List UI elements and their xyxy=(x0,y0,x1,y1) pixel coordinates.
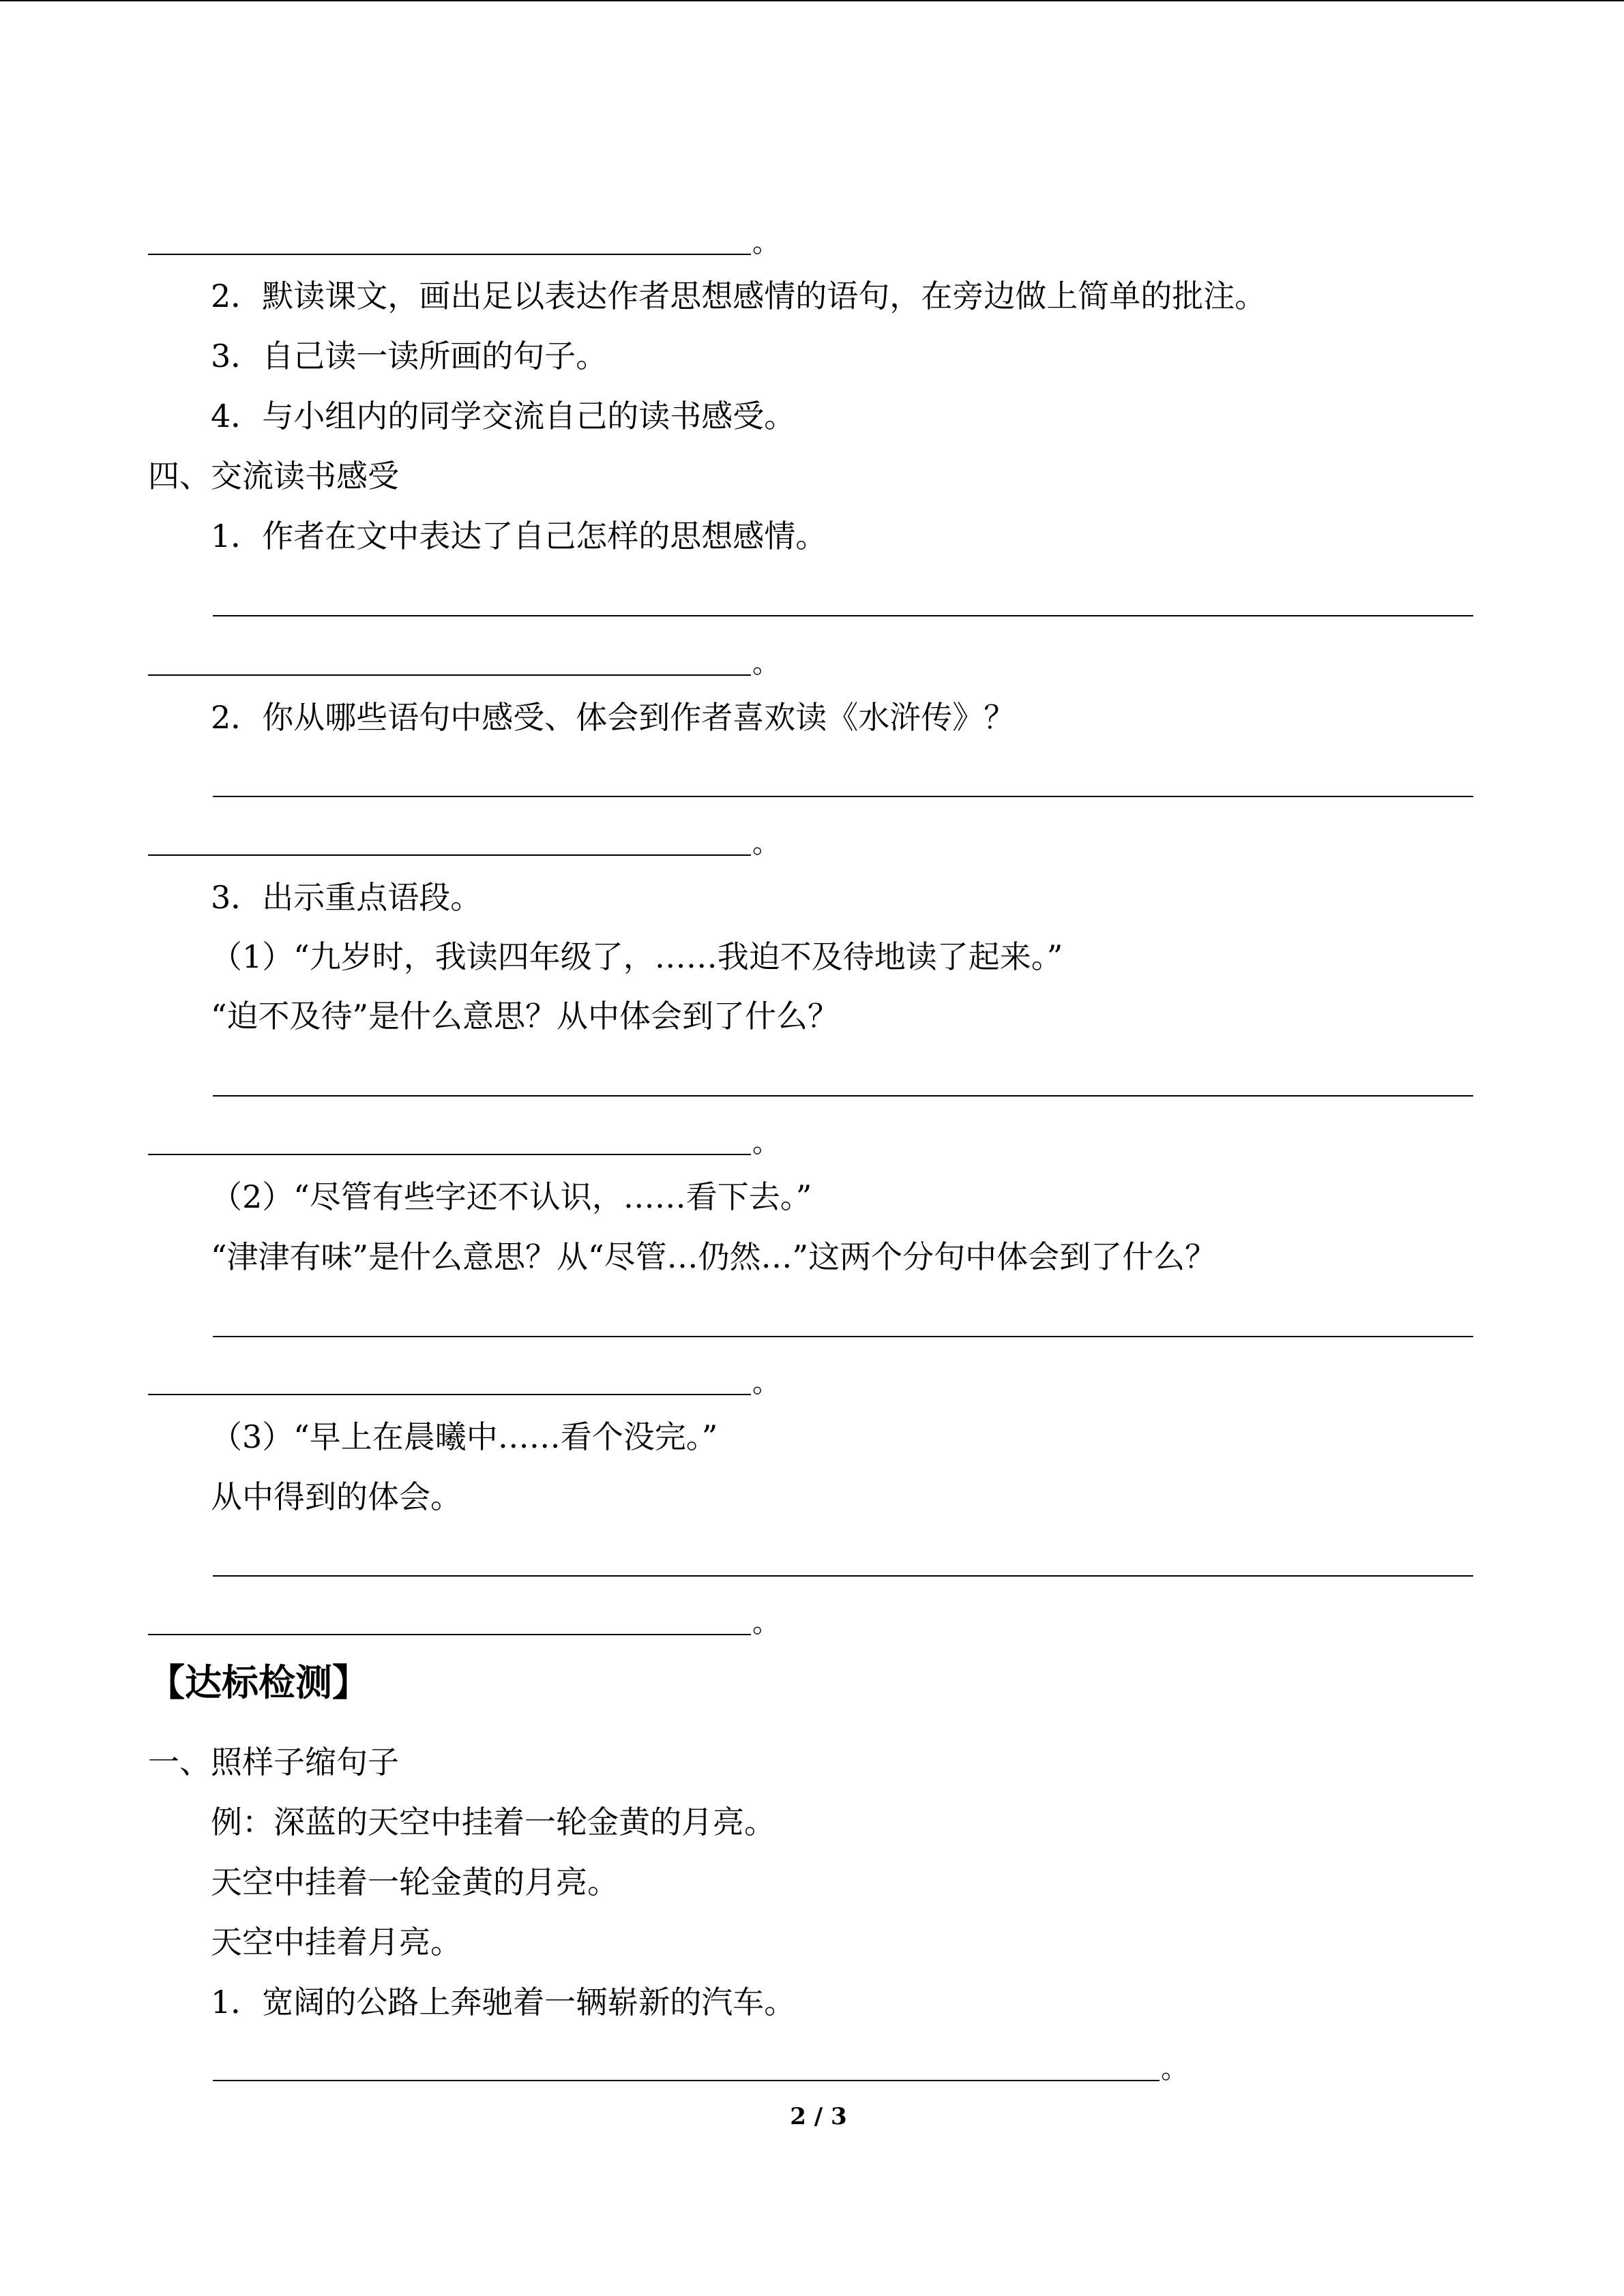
answer-end-period: 。 xyxy=(752,648,780,679)
section-4-question-2: 2．你从哪些语句中感受、体会到作者喜欢读《水浒传》？ xyxy=(211,699,1016,736)
example-step-1: 天空中挂着一轮金黄的月亮。 xyxy=(211,1864,619,1900)
answer-line xyxy=(213,615,1473,616)
key-passage-1-quote: （1）“九岁时，我读四年级了，……我迫不及待地读了起来。” xyxy=(211,938,1063,975)
key-passage-2-quote: （2）“尽管有些字还不认识，……看下去。” xyxy=(211,1178,812,1215)
answer-line xyxy=(148,854,751,856)
assessment-heading: 【达标检测】 xyxy=(148,1660,369,1704)
answer-end-period: 。 xyxy=(752,227,780,258)
answer-line xyxy=(213,1575,1473,1577)
answer-end-period: 。 xyxy=(752,1367,780,1399)
key-passage-2-question: “津津有味”是什么意思？从“尽管…仍然…”这两个分句中体会到了什么？ xyxy=(211,1238,1217,1275)
page-top-border xyxy=(0,0,1624,1)
answer-line xyxy=(213,1095,1473,1097)
answer-end-period: 。 xyxy=(752,1607,780,1639)
reading-task-2: 2．默读课文，画出足以表达作者思想感情的语句，在旁边做上简单的批注。 xyxy=(211,278,1267,314)
key-passage-3-question: 从中得到的体会。 xyxy=(211,1478,462,1515)
page-number: 2 / 3 xyxy=(790,2103,847,2130)
answer-line xyxy=(148,1154,751,1155)
answer-line xyxy=(148,1634,751,1635)
answer-line xyxy=(213,1336,1473,1337)
key-passage-3-quote: （3）“早上在晨曦中……看个没完。” xyxy=(211,1418,718,1455)
example-step-2: 天空中挂着月亮。 xyxy=(211,1924,462,1960)
assessment-question-1: 1．宽阔的公路上奔驰着一辆崭新的汽车。 xyxy=(211,1984,796,2021)
reading-task-3: 3．自己读一读所画的句子。 xyxy=(211,338,608,374)
section-4-title: 四、交流读书感受 xyxy=(148,458,399,494)
answer-line xyxy=(148,674,751,676)
answer-end-period: 。 xyxy=(752,828,780,859)
example-sentence: 例：深蓝的天空中挂着一轮金黄的月亮。 xyxy=(211,1804,776,1840)
section-4-question-1: 1．作者在文中表达了自己怎样的思想感情。 xyxy=(211,518,827,554)
answer-line xyxy=(213,2080,1160,2081)
answer-end-period: 。 xyxy=(752,1127,780,1159)
assessment-part-1-title: 一、照样子缩句子 xyxy=(148,1744,399,1780)
answer-line xyxy=(213,796,1473,797)
answer-end-period: 。 xyxy=(1161,2053,1188,2085)
answer-line xyxy=(148,1394,751,1395)
answer-line xyxy=(148,254,751,255)
key-passage-1-question: “迫不及待”是什么意思？从中体会到了什么？ xyxy=(211,998,840,1034)
section-4-question-3: 3．出示重点语段。 xyxy=(211,879,482,916)
reading-task-4: 4．与小组内的同学交流自己的读书感受。 xyxy=(211,398,796,434)
